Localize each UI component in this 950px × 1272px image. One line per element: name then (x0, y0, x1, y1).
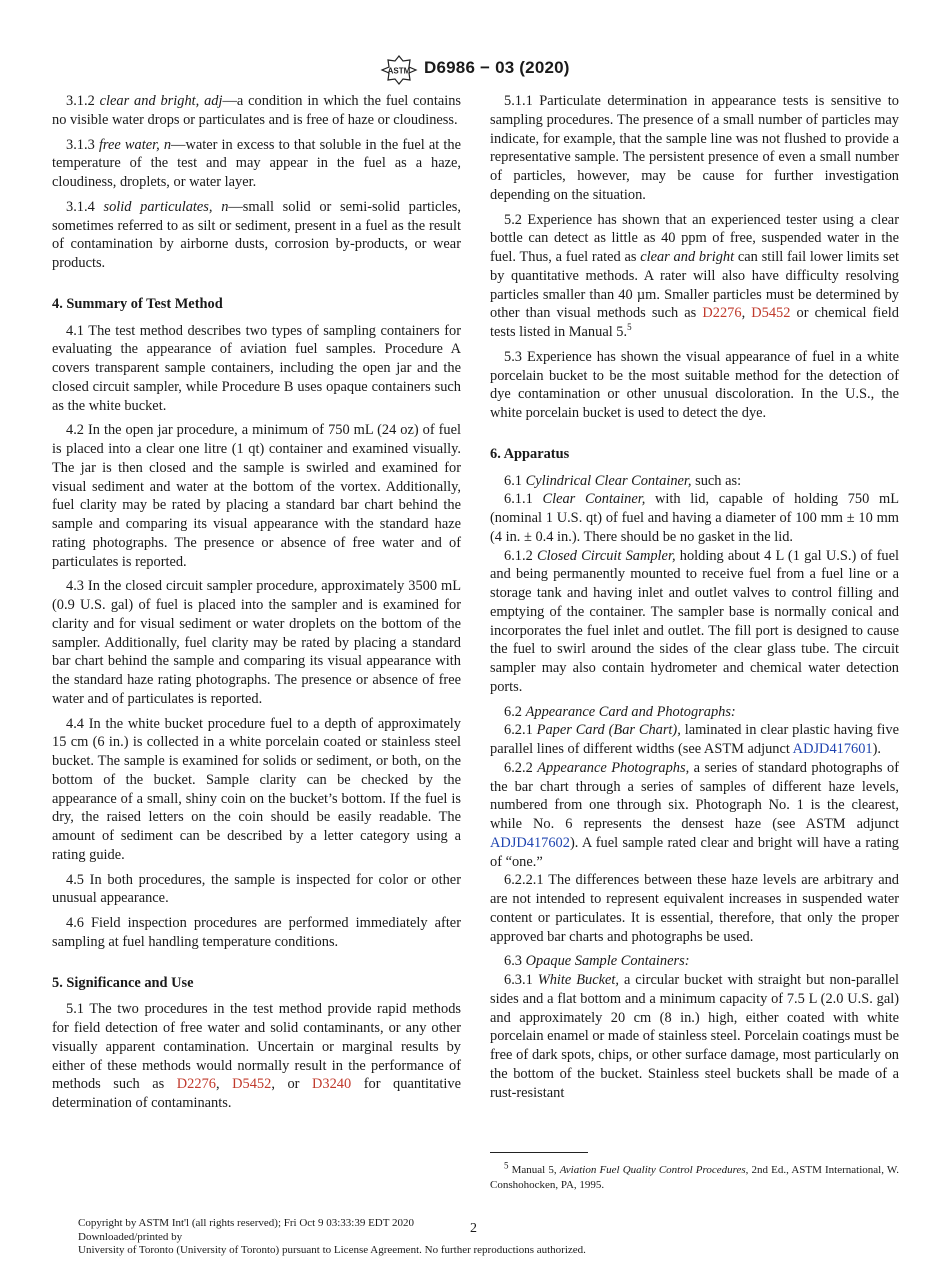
section-5-1: 5.1 The two procedures in the test method provide rapid methods for field detection of free water and solid contaminants, or any other visually apparent contamination. Uncertain or marginal results by either of these methods would normally result in the performance of methods such as D2276, D5452, or D3240 for quantitative determination of contaminants. (52, 1001, 461, 1111)
section-6-2-2: 6.2.2 Appearance Photographs, a series of standard photographs of the bar chart through a series of samples of different haze levels, numbered from one through six. Photograph No. 1 is the clearest, while No. 6 represents the densest haze (see ASTM adjunct ADJD417602). A fuel sample rated clear and bright will have a rating of “one.” (490, 759, 899, 870)
ref-link-d5452[interactable]: D5452 (232, 1076, 272, 1093)
section-6-1-2: 6.1.2 Closed Circuit Sampler, holding about 4 L (1 gal U.S.) of fuel and being permanently mounted to receive fuel from a fuel line or a storage tank and having inlet and outlet valves to control filling and emptying of the container. The sampler base is normally conical and incorporates the fuel inlet and outlet. The fill port is designed to cause the fuel to swirl around the sides of the clear glass tube. The circuit sampler may also contain hydrometer and chemical water detection ports. (490, 547, 899, 695)
footnote-ref-5[interactable]: 5 (627, 322, 632, 333)
section-6-2-1: 6.2.1 Paper Card (Bar Chart), laminated in clear plastic having five parallel lines of different widths (see ASTM adjunct ADJD417601). (490, 722, 899, 757)
ref-link-d2276[interactable]: D2276 (176, 1076, 216, 1093)
section-4-2: 4.2 In the open jar procedure, a minimum of 750 mL (24 oz) of fuel is placed into a clear one litre (1 qt) container and examined visually. The jar is then closed and the sample is swirled and examined for visual sediment and water at the bottom of the vortex. Additionally, fuel clarity may be rated by placing a standard bar chart behind the sample and comparing its visual appearance with the standard haze rating photographs. The presence or absence of free water and of particulates is reported. (52, 422, 461, 570)
heading-summary-of-test-method: 4. Summary of Test Method (52, 295, 223, 312)
page-number: 2 (470, 1221, 477, 1236)
page-header (0, 55, 950, 87)
adjunct-link-adjd417602[interactable]: ADJD417602 (490, 834, 570, 851)
footnote-5: $^5$ Manual 5, Aviation Fuel Quality Control Procedures, 2nd Ed., ASTM International, W. Conshohocken, PA, 1995. (490, 1160, 899, 1191)
section-3-1-4: 3.1.4 solid particulates, n—small solid or semi-solid particles, sometimes referred to as silt or sediment, present in a fuel as the result of contamination by airborne dusts, corrosion by-products, or wear products. (52, 198, 462, 271)
copyright-line: Copyright by ASTM Int'l (all rights reserved); Fri Oct 9 03:33:39 EDT 2020 (78, 1217, 415, 1229)
section-3-1-2: 3.1.2 clear and bright, adj—a condition in which the fuel contains no visible water drops or particulates and is free of haze or cloudiness. (52, 93, 462, 128)
astm-logo-icon (380, 55, 418, 85)
ref-link-d5452[interactable]: D5452 (751, 305, 791, 322)
section-5-3: 5.3 Experience has shown the visual appearance of fuel in a white porcelain bucket to be the most suitable method for the detection of dye contamination or other unusual discoloration. In the U.S., the white porcelain bucket is used to detect the dye. (490, 348, 899, 421)
section-4-1: 4.1 The test method describes two types of sampling containers for evaluating the appearance of aviation fuel samples. Procedure A covers transparent sample containers, including the open jar and the closed circuit sampler, while Procedure B uses opaque containers such as the white bucket. (52, 322, 461, 414)
footnote-divider (490, 1152, 588, 1153)
section-5-2: 5.2 Experience has shown that an experienced tester using a clear bottle can detect as little as 40 ppm of free, suspended water in the fuel. Thus, a fuel rated as clear and bright can still fail lower limits set by quantitative methods. A rater will also have difficulty resolving particles smaller than 40 µm. Smaller particles must be determined by other than visual methods such as D2276, D5452 or chemical field tests listed in Manual 5.$^5$ (490, 211, 899, 340)
ref-link-d2276[interactable]: D2276 (702, 305, 742, 322)
section-6-2-2-1: 6.2.2.1 The differences between these haze levels are arbitrary and are not intended to represent equivalent increases in suspended water content or particulates. It is essential, therefore, that only the proper approved bar charts and photographs be used. (490, 872, 899, 945)
copyright-footer (78, 1217, 878, 1258)
section-4-5: 4.5 In both procedures, the sample is inspected for color or other unusual appearance. (52, 871, 461, 907)
document-designation: D6986 − 03 (2020) (424, 58, 570, 77)
svg-text:ASTM: ASTM (387, 66, 411, 76)
section-4-4: 4.4 In the white bucket procedure fuel to a depth of approximately 15 cm (6 in.) is collected in a white porcelain coated or stainless steel bucket. The sample is examined for solids or sediment, or both, on the bottom of the bucket. Sample clarity can be checked by the appearance of a small, shiny coin on the bucket’s bottom. If the fuel is dry, the raised letters on the coin should be easily readable. The amount of sediment can be described by a letter category using a rating guide. (52, 715, 461, 863)
section-6-1-1: 6.1.1 Clear Container, with lid, capable of holding 750 mL (nominal 1 U.S. qt) of fuel and having a diameter of 100 mm ± 10 mm (4 in. ± 0.4 in.). There should be no gasket in the lid. (490, 491, 899, 545)
adjunct-link-adjd417601[interactable]: ADJD417601 (792, 741, 873, 757)
download-line: Downloaded/printed by (78, 1230, 183, 1243)
right-column (490, 92, 899, 1102)
footnote-mark: 5 (504, 1160, 509, 1171)
ref-link-d3240[interactable]: D3240 (312, 1076, 352, 1093)
left-column (52, 92, 461, 1119)
section-3-1-3: 3.1.3 free water, n—water in excess to that soluble in the fuel at the temperature of the test and may appear in the fuel as a haze, cloudiness, droplets, or water layer. (52, 136, 462, 190)
section-4-3: 4.3 In the closed circuit sampler procedure, approximately 3500 mL (0.9 U.S. gal) of fuel is placed into the sampler and is examined for clarity and for visual sediment or water droplets on the bottom of the sampler. Additionally, fuel clarity may be rated by placing a standard bar chart behind the sample and comparing its visual appearance with the standard haze rating photographs. The presence or absence of free water and of particulates is reported. (52, 578, 461, 707)
section-6-3-1: 6.3.1 White Bucket, a circular bucket with straight but non-parallel sides and a flat bottom and a minimum capacity of 7.5 L (2.0 U.S. gal) and approximately 20 cm (8 in.) high, either coated with white porcelain enamel or made of stainless steel. Porcelain coatings must be free of dark spots, chips, or other surface damage, most particularly on the bottom of the bucket. Stainless steel buckets shall be made of a rust-resistant (490, 972, 899, 1101)
license-line: University of Toronto (University of Toronto) pursuant to License Agreement. No further reproductions authorized. (78, 1244, 586, 1256)
section-5-1-1: 5.1.1 Particulate determination in appearance tests is sensitive to sampling procedures. The presence of a small number of particles may indicate, for example, that the sample line was not flushed to provide a representative sample. The persistent presence of even a small number of particles, however, may be cause for further investigation depending on the situation. (490, 93, 899, 203)
section-4-6: 4.6 Field inspection procedures are performed immediately after sampling at fuel handling temperature conditions. (52, 915, 461, 950)
section-6-1: 6.1 Cylindrical Clear Container, such as: (504, 472, 742, 489)
heading-apparatus: 6. Apparatus (490, 445, 570, 462)
section-6-2: 6.2 Appearance Card and Photographs: (504, 703, 736, 720)
section-6-3: 6.3 Opaque Sample Containers: (504, 953, 690, 970)
heading-significance-and-use: 5. Significance and Use (52, 974, 194, 991)
